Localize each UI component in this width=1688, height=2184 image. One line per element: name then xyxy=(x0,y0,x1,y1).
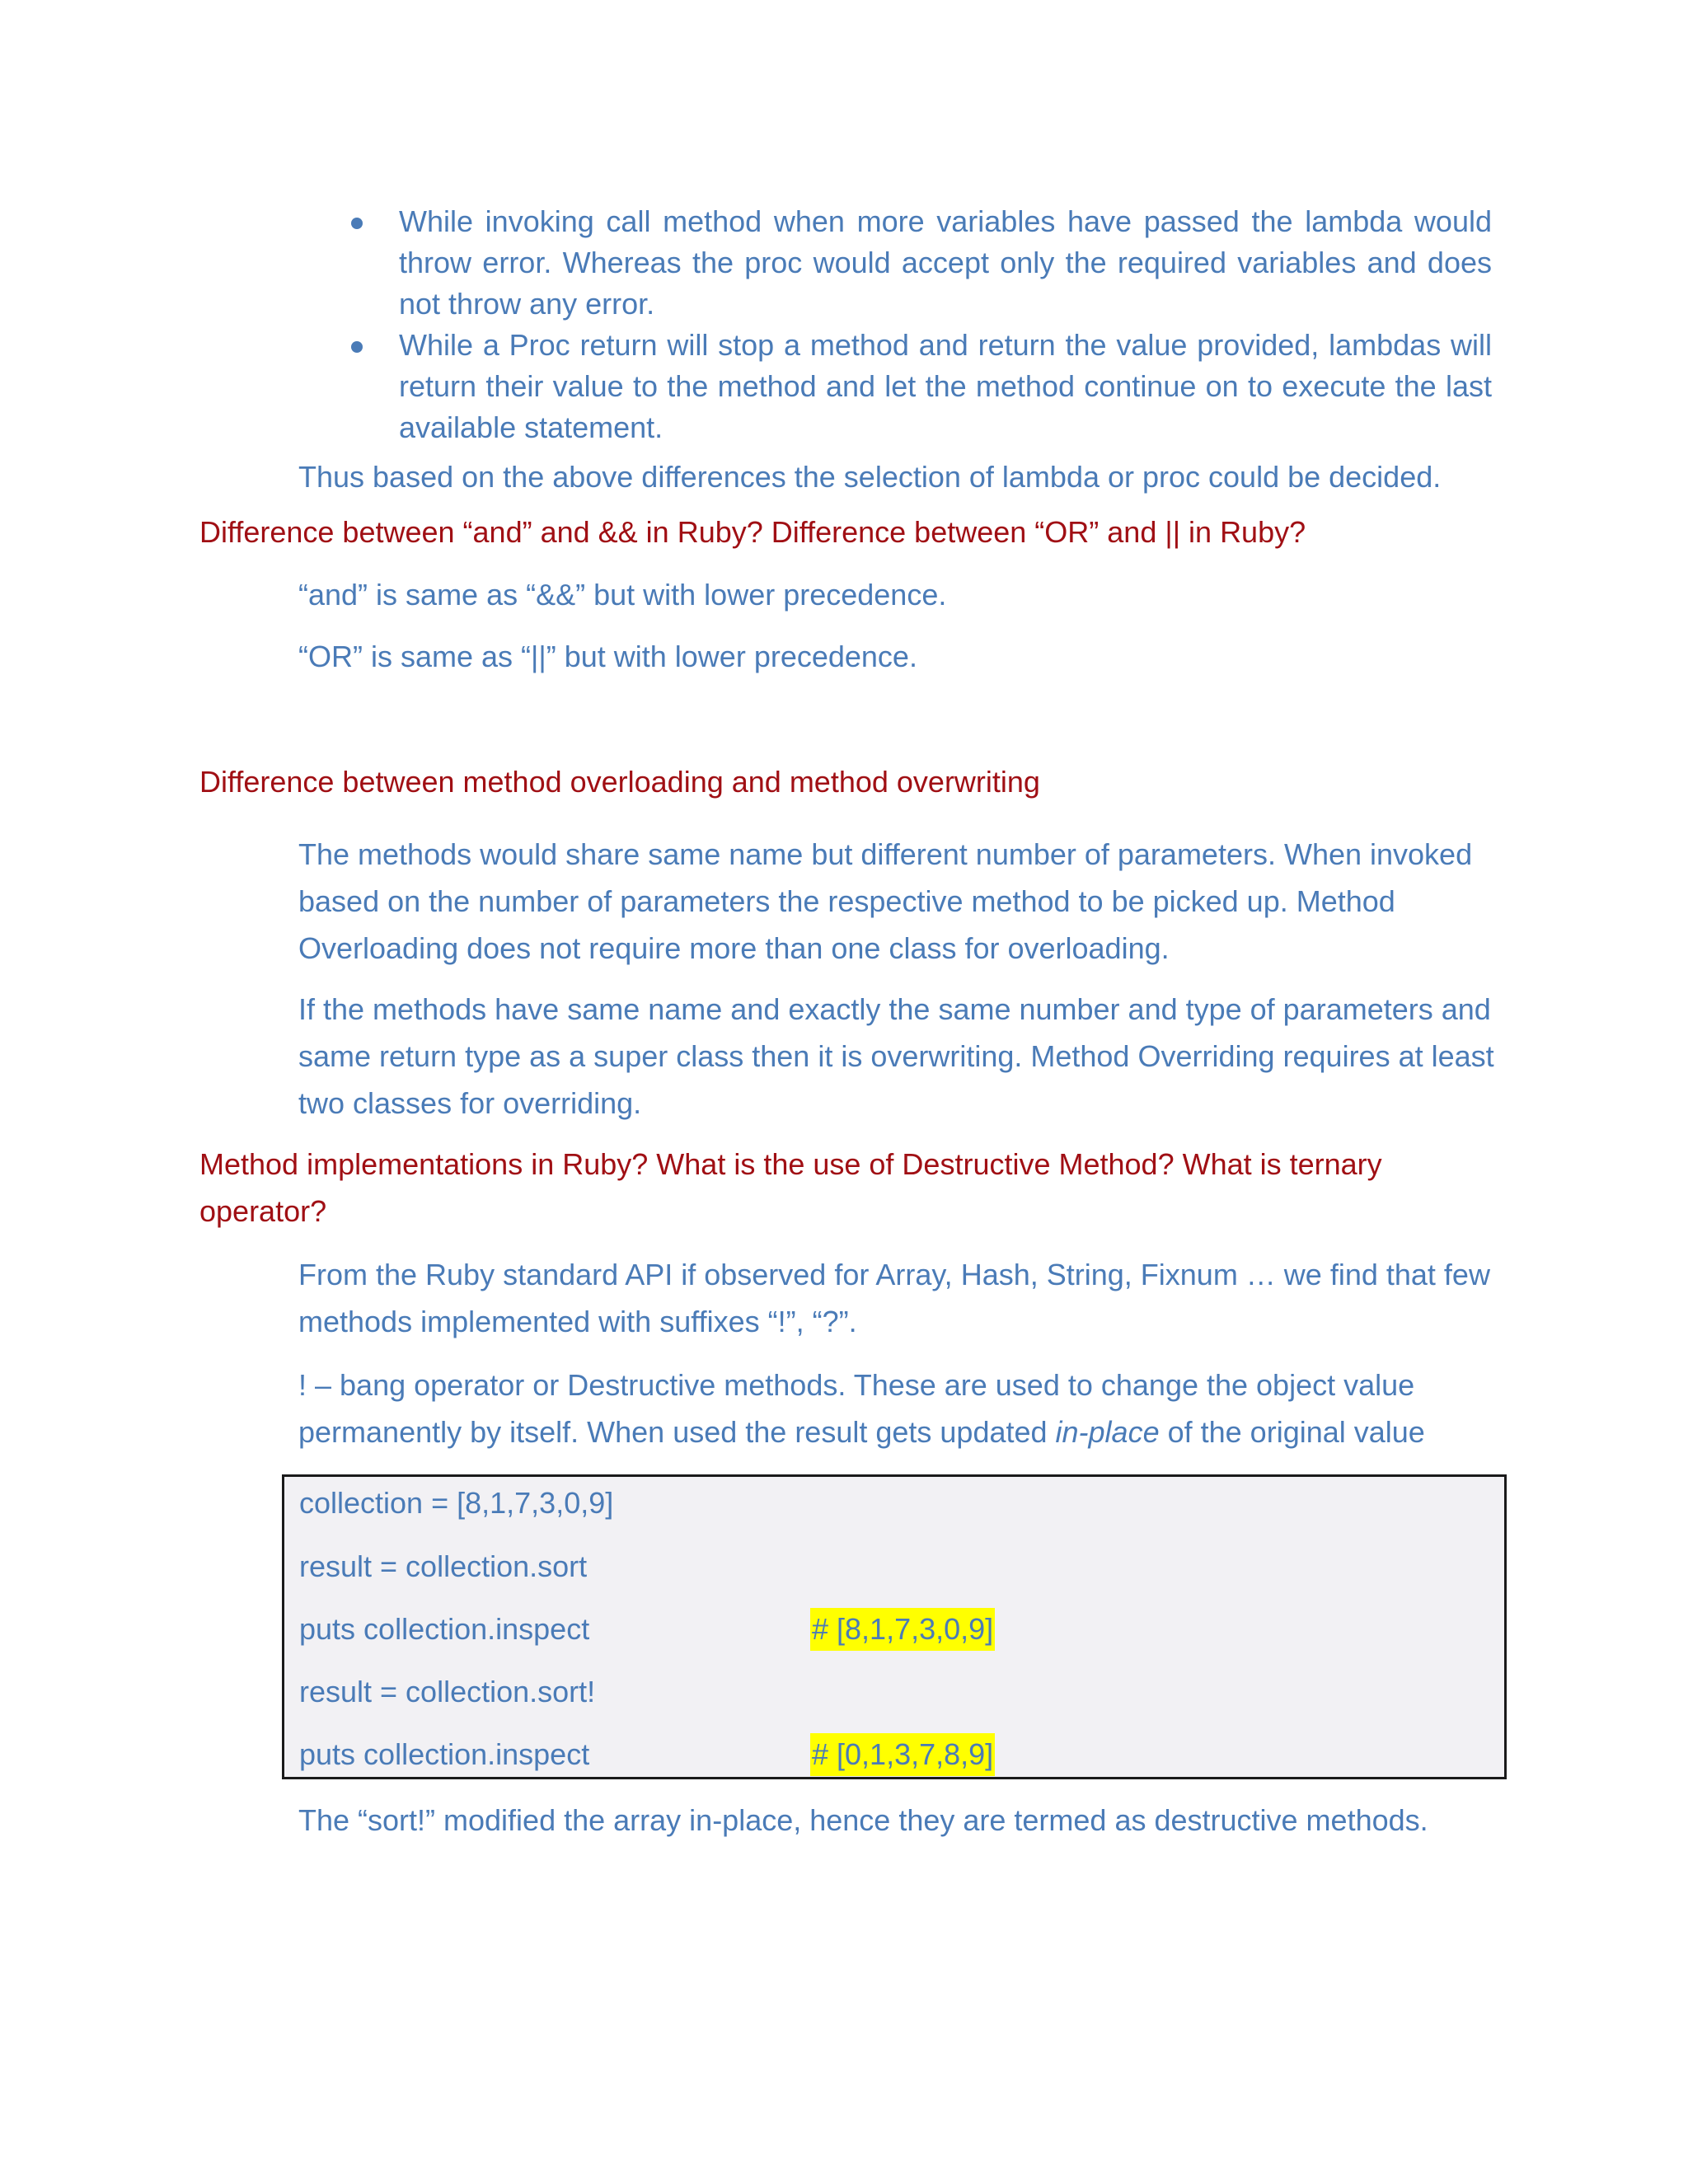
summary-paragraph: Thus based on the above differences the selection of lambda or proc could be decided. xyxy=(298,460,1442,494)
code-line xyxy=(299,1608,994,1651)
bullet-item xyxy=(346,201,1492,325)
code-text: result = collection.sort! xyxy=(299,1675,596,1708)
bang-text-start: ! – bang operator or Destructive methods. These are used to change the object value permanently by itself. When used the result gets updated xyxy=(298,1368,1415,1449)
code-text: puts collection.inspect xyxy=(299,1612,590,1646)
code-line xyxy=(299,1482,613,1525)
or-precedence-line: “OR” is same as “||” but with lower precedence. xyxy=(298,640,917,673)
code-line xyxy=(299,1545,587,1588)
bang-operator-paragraph xyxy=(298,1361,1510,1455)
code-sample-box xyxy=(282,1474,1507,1779)
overloading-paragraph: The methods would share same name but different number of parameters. When invoked based on the number of parameters the respective method to be picked up. Method Overloading does not require more than one class for overloading. xyxy=(298,837,1473,965)
code-line xyxy=(299,1671,595,1713)
bullet-dot-icon xyxy=(351,218,363,229)
section-heading-destructive: Method implementations in Ruby? What is the use of Destructive Method? What is ternary operator? xyxy=(199,1147,1382,1228)
code-text: collection = [8,1,7,3,0,9] xyxy=(299,1486,614,1520)
suffix-paragraph: From the Ruby standard API if observed for Array, Hash, String, Fixnum … we find that few methods implemented with suffixes “!”, “?”. xyxy=(298,1258,1490,1338)
section-heading-overloading: Difference between method overloading and method overwriting xyxy=(199,765,1040,799)
highlighted-comment: # [8,1,7,3,0,9] xyxy=(810,1608,995,1651)
section-heading-and-or: Difference between “and” and && in Ruby? Difference between “OR” and || in Ruby? xyxy=(199,515,1306,549)
code-text: result = collection.sort xyxy=(299,1549,588,1583)
overwriting-paragraph: If the methods have same name and exactly the same number and type of parameters and same return type as a super class then it is overwriting. Method Overriding requires at least two classes for overriding. xyxy=(298,992,1494,1120)
highlighted-comment: # [0,1,3,7,8,9] xyxy=(810,1733,995,1776)
bullet-text: While a Proc return will stop a method and return the value provided, lambdas will return their value to the method and let the method continue on to execute the last available statement. xyxy=(399,328,1492,444)
code-line xyxy=(299,1733,994,1776)
closing-paragraph: The “sort!” modified the array in-place, hence they are termed as destructive methods. xyxy=(298,1803,1428,1837)
bullet-dot-icon xyxy=(351,341,363,353)
in-place-emphasis: in-place xyxy=(1055,1415,1160,1449)
code-text: puts collection.inspect xyxy=(299,1737,590,1771)
and-precedence-line: “and” is same as “&&” but with lower precedence. xyxy=(298,578,947,612)
bullet-list xyxy=(346,201,1492,448)
bang-text-end: of the original value xyxy=(1159,1415,1425,1449)
bullet-item xyxy=(346,325,1492,448)
bullet-text: While invoking call method when more variables have passed the lambda would throw error. Whereas the proc would accept only the required variables and does not throw any error. xyxy=(399,204,1492,321)
